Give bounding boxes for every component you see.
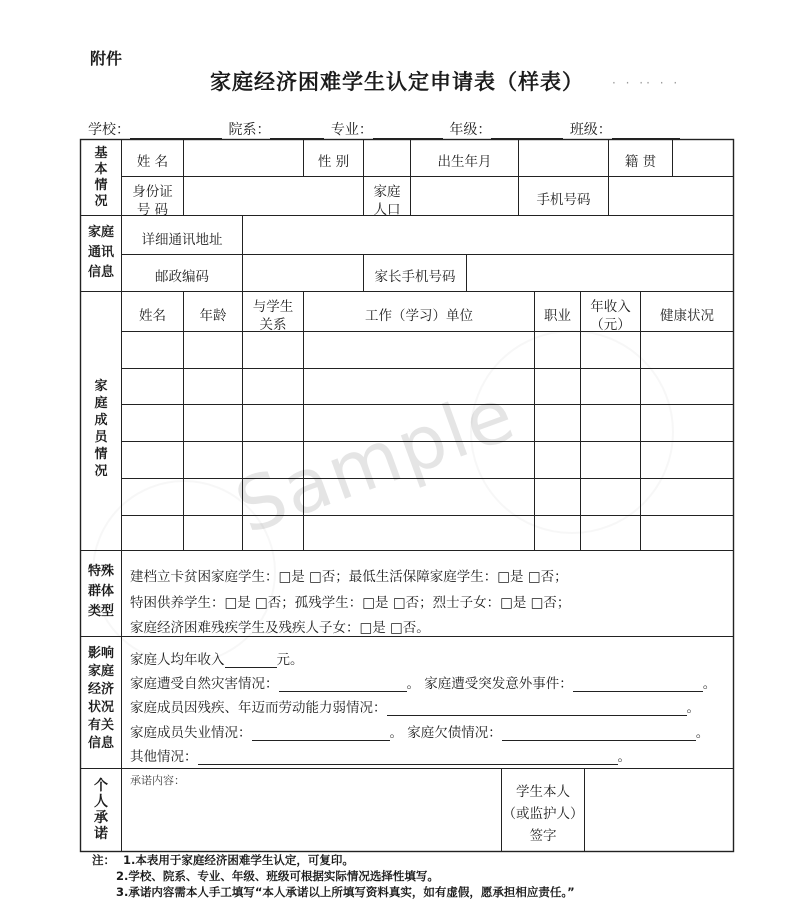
factor-disaster-label: 家庭遭受自然灾害情况： [130,676,279,692]
footnote-1: 1.本表用于家庭经济困难学生认定，可复印。 [123,853,354,867]
major-label: 专业： [330,122,373,138]
footnote-1-row [92,852,575,868]
basic-id-card-label-1: 身份证 [132,184,173,200]
section-factors [84,645,118,753]
factor-unemployment-blank[interactable] [252,727,390,741]
section-special-groups [84,562,118,622]
section-members-text: 家庭成员情况 [94,379,108,479]
section-commitment [84,778,118,842]
footnotes [92,852,575,900]
section-contact-info [84,223,118,283]
factor-disability-row [130,696,700,716]
factor-accident-label: 家庭遭受突发意外事件： [424,676,573,692]
factor-disability-label: 家庭成员因残疾、年迈而劳动能力弱情况： [130,700,387,716]
section-basic-info [84,146,118,210]
factor-disability-blank[interactable] [387,702,687,716]
factor-income-label: 家庭人均年收入 [130,652,225,668]
factor-other-label: 其他情况： [130,749,198,765]
basic-name-label: 姓 名 [136,154,169,170]
factor-accident-blank[interactable] [573,678,703,692]
members-header-age: 年龄 [199,308,227,324]
class-label: 班级： [569,122,612,138]
factor-disaster-end: 。 [406,676,420,692]
members-header-relation-1: 与学生 [252,299,294,315]
factor-unemployment-label: 家庭成员失业情况： [130,725,252,741]
scan-speckle: · · ·· · · [612,76,681,90]
members-header-relation-2: 关系 [259,317,287,333]
special-groups-line-1: 建档立卡贫困家庭学生：□是 □否；最低生活保障家庭学生：□是 □否； [130,569,568,585]
factor-disaster-blank[interactable] [279,678,407,692]
commitment-signer-1: 学生本人 [516,784,570,800]
section-special-groups-text: 特殊群体类型 [87,564,114,619]
factor-disaster-row [130,672,716,692]
members-header-workplace: 工作（学习）单位 [365,308,473,324]
footnote-lead: 注： [92,853,115,867]
footnote-2: 2.学校、院系、专业、年级、班级可根据实际情况选择性填写。 [116,869,439,883]
factor-other-row [130,745,631,765]
factor-disability-end: 。 [686,700,700,716]
members-header-income-1: 年收入 [590,299,631,315]
special-groups-line-2: 特困供养学生：□是 □否；孤残学生：□是 □否；烈士子女：□是 □否； [130,595,571,611]
factor-debt-label: 家庭欠债情况： [407,725,502,741]
factor-income-unit: 元。 [276,652,304,668]
members-header-health: 健康状况 [660,308,714,324]
special-groups-line-3: 家庭经济困难残疾学生及残疾人子女：□是 □否。 [130,620,430,636]
sample-watermark: Sample [225,370,527,551]
factor-other-blank[interactable] [198,751,618,765]
attachment-label: 附件 [90,49,123,68]
contact-parent-phone-label: 家长手机号码 [374,269,456,285]
contact-address-label: 详细通讯地址 [141,232,223,248]
factor-accident-end: 。 [702,676,717,692]
form-title: 家庭经济困难学生认定申请表（样表） [210,70,584,94]
factor-income-blank[interactable] [225,654,277,668]
factor-debt-end: 。 [695,725,710,741]
basic-household-label-1: 家庭 [373,184,401,200]
commitment-signer-3: 签字 [529,828,557,844]
members-header-job: 职业 [544,308,571,324]
section-members [84,378,118,480]
factor-unemployment-row [130,721,709,741]
commitment-signature-area[interactable] [586,770,732,850]
basic-gender-label: 性 别 [317,154,350,170]
basic-household-label-2: 人口 [373,202,401,218]
section-basic-info-text: 基本情况 [94,146,108,209]
commitment-content-label: 承诺内容： [130,774,185,787]
school-label: 学校： [88,122,130,138]
factor-unemployment-end: 。 [389,725,403,741]
basic-id-card-label-2: 号 码 [136,202,169,218]
factor-income-row [130,648,304,668]
basic-mobile-label: 手机号码 [536,192,591,208]
basic-native-place-label: 籍 贯 [624,154,657,170]
factor-debt-blank[interactable] [502,727,696,741]
basic-birth-label: 出生年月 [437,154,492,170]
grade-label: 年级： [449,122,492,138]
department-label: 院系： [228,122,271,138]
commitment-signer-2: （或监护人） [502,806,584,822]
section-commitment-text: 个人承诺 [94,778,108,842]
members-header-income-2: （元） [590,317,631,333]
factor-other-end: 。 [617,749,631,765]
section-contact-info-text: 家庭通讯信息 [87,225,114,280]
footnote-3: 3.承诺内容需本人手工填写“本人承诺以上所填写资料真实，如有虚假，愿承担相应责任。” [116,885,575,899]
contact-postcode-label: 邮政编码 [155,269,209,285]
section-factors-text: 影响家庭经济状况有关信息 [87,646,114,751]
members-header-name: 姓名 [139,308,166,324]
